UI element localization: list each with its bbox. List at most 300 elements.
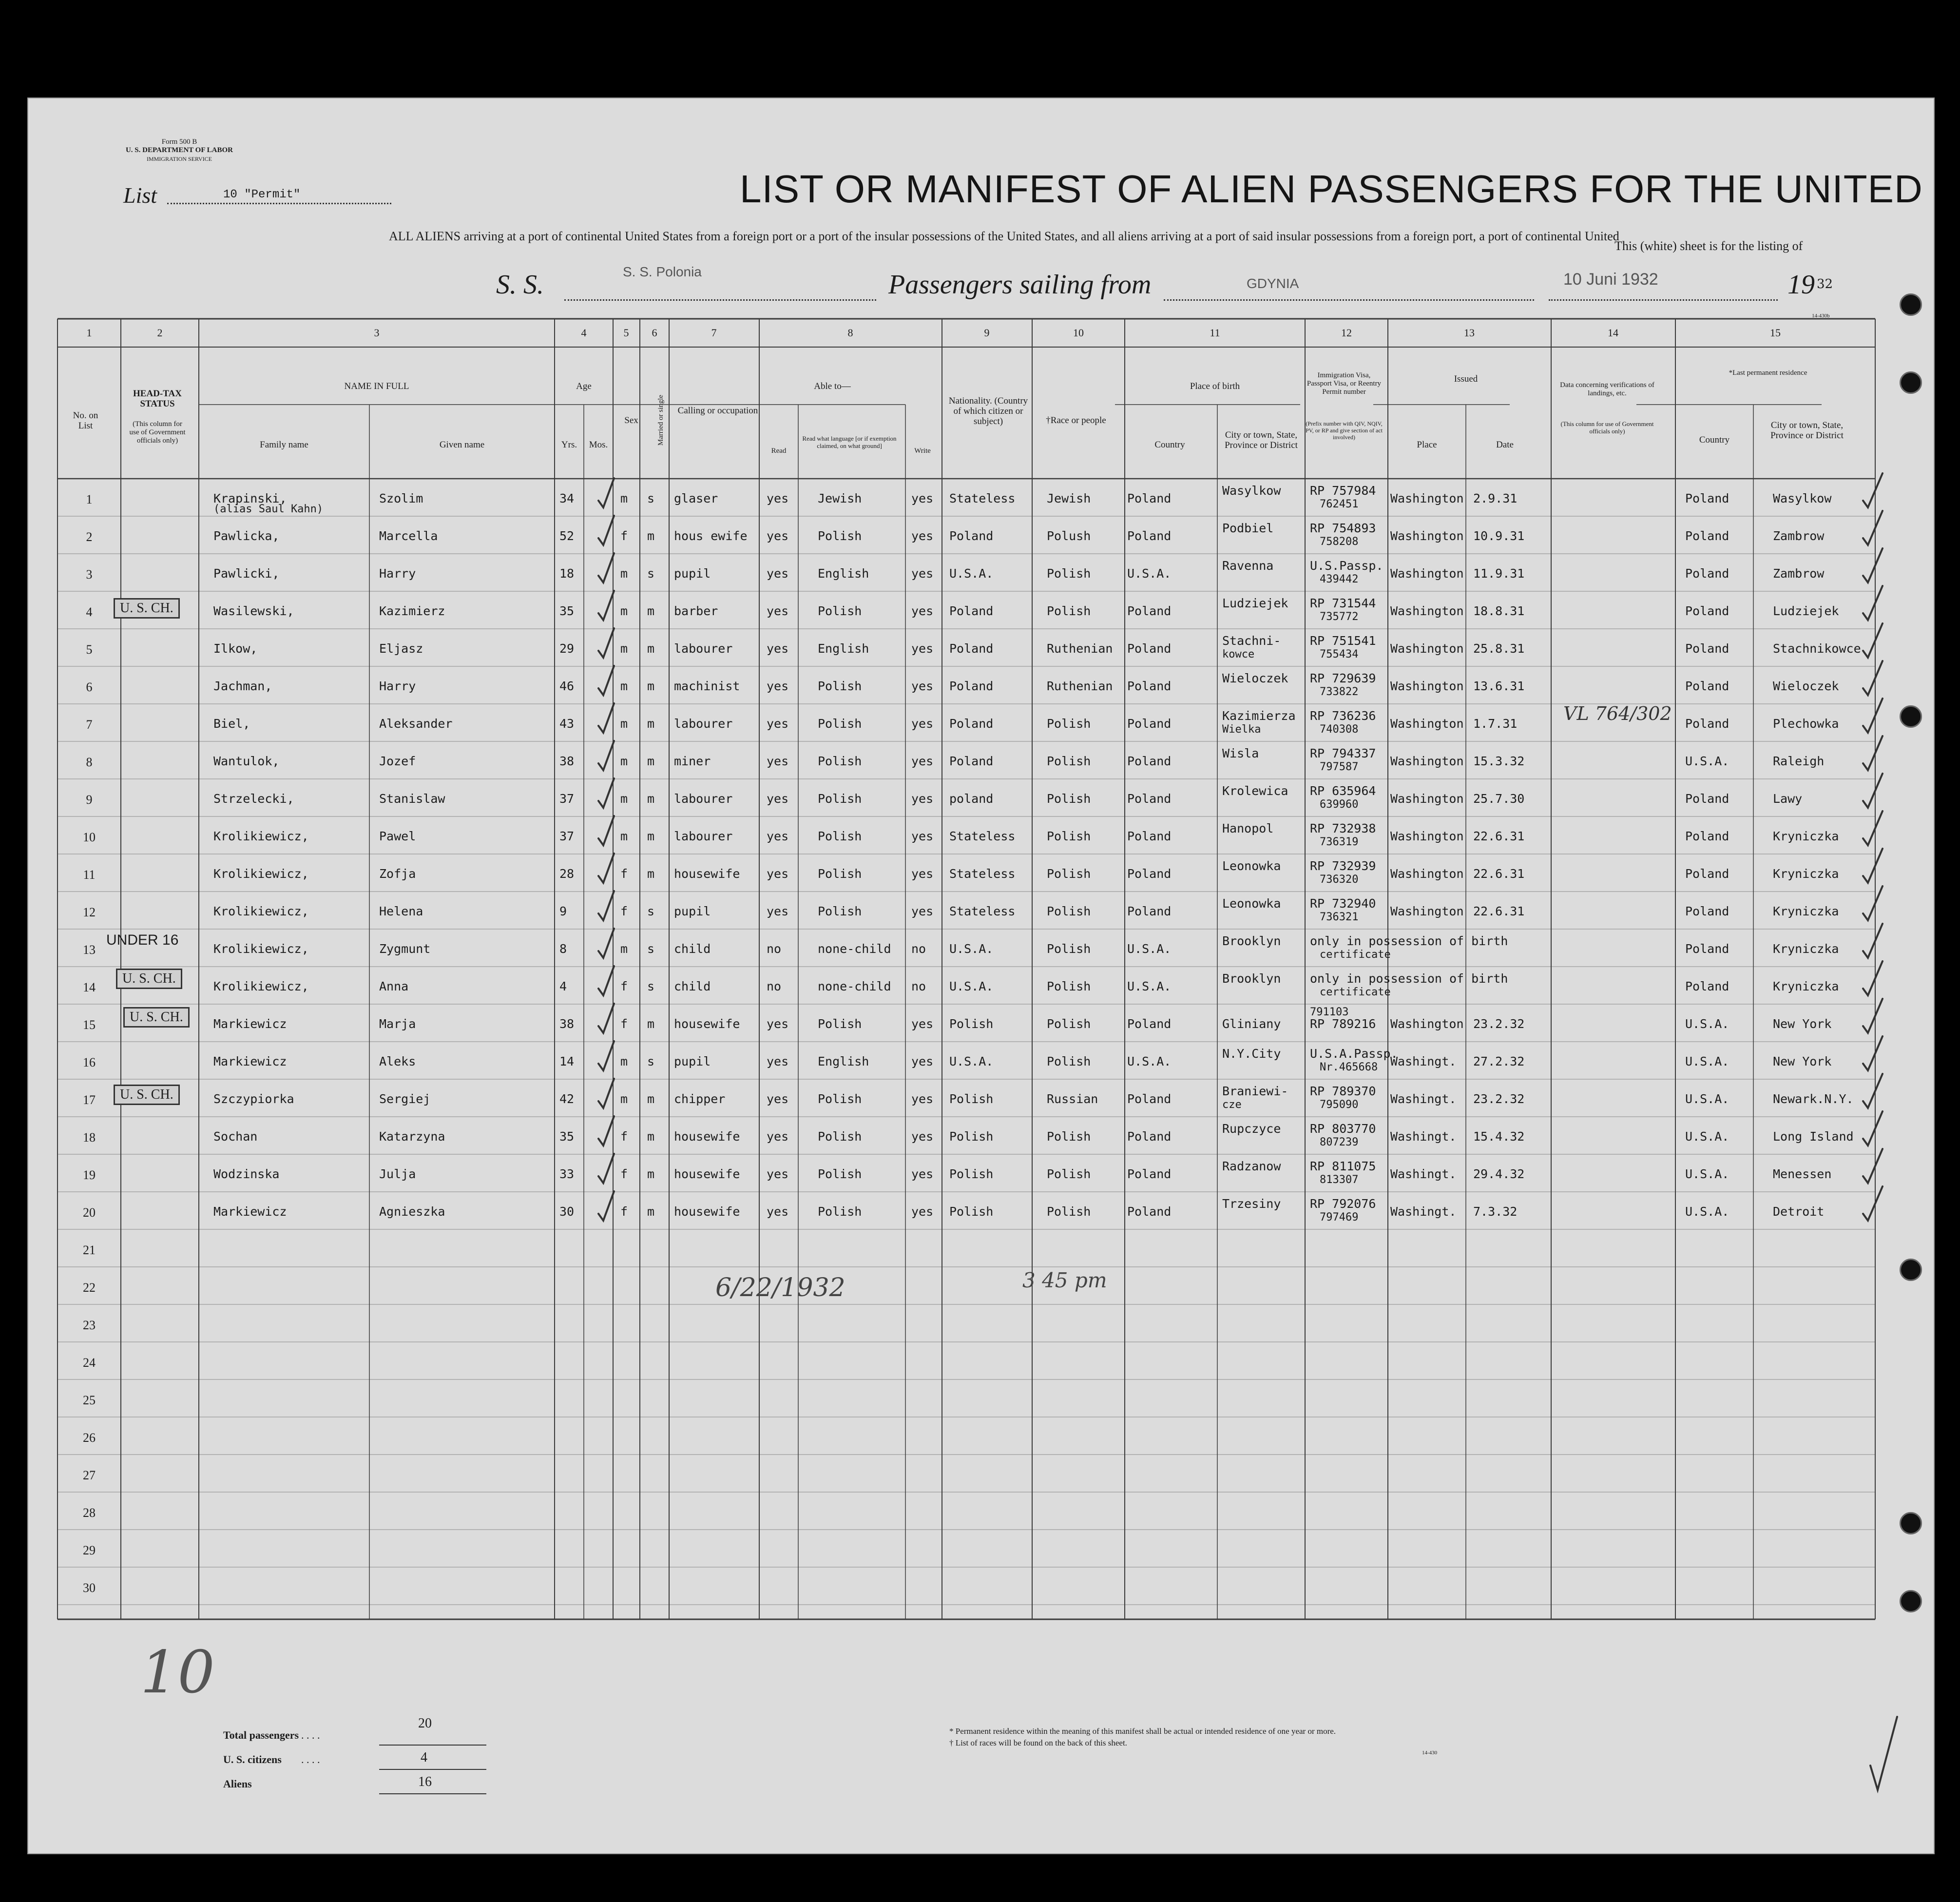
birth-city: Braniewi- <box>1222 1084 1288 1098</box>
check-mark <box>1863 1074 1883 1108</box>
race: Polish <box>1047 1167 1091 1181</box>
nationality: Polish <box>949 1167 994 1181</box>
row-number: 14 <box>83 980 96 994</box>
can-write: no <box>911 942 926 956</box>
visa-number: only in possession of birth <box>1310 934 1508 948</box>
header-nationality: Nationality. (Country of which citizen or subject) <box>948 396 1028 427</box>
issued-date: 1.7.31 <box>1473 717 1518 731</box>
column-number: 2 <box>157 327 163 339</box>
read-language: Polish <box>818 1092 862 1106</box>
header-last-residence: *Last permanent residence <box>1729 369 1807 377</box>
year-suffix: 32 <box>1817 277 1833 291</box>
issued-place: Washington <box>1390 904 1464 918</box>
corner-code: 14-430b <box>1812 313 1830 319</box>
residence-city: Wasylkow <box>1773 491 1832 505</box>
can-write: yes <box>911 604 934 618</box>
can-read: yes <box>767 1167 789 1181</box>
ss-value: S. S. Polonia <box>623 264 702 279</box>
check-mark <box>1863 736 1883 770</box>
race: Polish <box>1047 1017 1091 1031</box>
issued-date: 22.6.31 <box>1473 829 1525 843</box>
check-mark <box>1863 811 1883 845</box>
birth-country: Poland <box>1127 679 1172 693</box>
residence-country: Poland <box>1685 717 1729 731</box>
check-mark <box>1863 623 1883 658</box>
nationality: Poland <box>949 604 994 618</box>
residence-city: Ludziejek <box>1773 604 1839 618</box>
header-visa: Immigration Visa, Passport Visa, or Reentry Permit number <box>1307 371 1382 396</box>
issued-place: Washingt. <box>1390 1054 1457 1068</box>
occupation: hous ewife <box>674 529 748 543</box>
check-mark <box>1863 1149 1883 1183</box>
check-mark <box>598 1079 614 1108</box>
age-years: 35 <box>559 1129 575 1144</box>
manifest-sheet <box>27 97 1935 1854</box>
sex: m <box>620 491 628 505</box>
can-write: yes <box>911 904 934 918</box>
residence-city: Kryniczka <box>1773 867 1839 881</box>
row-number: 8 <box>86 755 93 769</box>
birth-country: Poland <box>1127 1017 1172 1031</box>
header-issued-date: Date <box>1496 440 1514 450</box>
age-years: 29 <box>559 641 575 656</box>
given-name: Stanislaw <box>379 792 445 806</box>
nationality: Poland <box>949 754 994 768</box>
check-mark <box>1863 849 1883 883</box>
row-number: 19 <box>83 1168 96 1182</box>
visa-number-2: 797587 <box>1320 761 1359 773</box>
row-number: 16 <box>83 1055 96 1069</box>
issued-date: 22.6.31 <box>1473 904 1525 918</box>
occupation: housewife <box>674 1167 740 1181</box>
visa-number-2: 797469 <box>1320 1211 1359 1223</box>
header-age: Age <box>576 381 592 391</box>
read-language: Polish <box>818 604 862 618</box>
can-write: yes <box>911 1129 934 1144</box>
race: Polish <box>1047 566 1091 581</box>
check-mark <box>1863 548 1883 582</box>
occupation: machinist <box>674 679 740 693</box>
race: Polish <box>1047 867 1091 881</box>
residence-city: Zambrow <box>1773 566 1825 581</box>
issued-place: Washingt. <box>1390 1204 1457 1219</box>
nationality: Stateless <box>949 867 1016 881</box>
visa-number-2: certificate <box>1320 986 1391 998</box>
occupation: miner <box>674 754 711 768</box>
residence-country: Poland <box>1685 604 1729 618</box>
issued-date: 23.2.32 <box>1473 1017 1525 1031</box>
can-write: yes <box>911 792 934 806</box>
can-read: no <box>767 979 782 993</box>
family-name: Pawlicka, <box>213 529 280 543</box>
us-citizens-value: 4 <box>421 1750 427 1765</box>
given-name: Szolim <box>379 491 423 505</box>
issued-date: 25.8.31 <box>1473 641 1525 656</box>
header-birth-country: Country <box>1154 440 1185 450</box>
age-years: 33 <box>559 1167 575 1181</box>
row-number: 20 <box>83 1205 96 1220</box>
race: Polish <box>1047 604 1091 618</box>
family-name: Krolikiewicz, <box>213 979 309 993</box>
race: Ruthenian <box>1047 641 1113 656</box>
family-name: Markiewicz <box>213 1017 287 1031</box>
row-number: 4 <box>86 605 93 619</box>
visa-number-2: 736320 <box>1320 873 1359 886</box>
occupation: pupil <box>674 1054 711 1068</box>
issued-place: Washington <box>1390 529 1464 543</box>
occupation: labourer <box>674 717 733 731</box>
residence-country: Poland <box>1685 641 1729 656</box>
check-mark <box>1863 473 1883 507</box>
nationality: Polish <box>949 1092 994 1106</box>
birth-city: Hanopol <box>1222 821 1274 835</box>
visa-number: RP 757984 <box>1310 484 1376 498</box>
marital-status: s <box>647 979 655 993</box>
residence-country: Poland <box>1685 792 1729 806</box>
visa-number-2: 813307 <box>1320 1174 1359 1186</box>
column-number: 8 <box>847 327 853 339</box>
visa-number: RP 803770 <box>1310 1122 1376 1136</box>
manifest-title: LIST OR MANIFEST OF ALIEN PASSENGERS FOR THE UNITED <box>740 167 1923 211</box>
check-mark <box>598 891 614 920</box>
check-mark <box>598 666 614 695</box>
visa-number-2: 736319 <box>1320 836 1359 848</box>
issued-place: Washingt. <box>1390 1167 1457 1181</box>
nationality: Poland <box>949 529 994 543</box>
can-read: yes <box>767 829 789 843</box>
nationality: U.S.A. <box>949 979 994 993</box>
residence-country: Poland <box>1685 491 1729 505</box>
age-years: 4 <box>559 979 567 993</box>
given-name: Kazimierz <box>379 604 445 618</box>
row-number: 30 <box>83 1581 96 1595</box>
check-mark <box>598 816 614 845</box>
column-number: 14 <box>1608 327 1618 339</box>
can-write: yes <box>911 867 934 881</box>
nationality: Stateless <box>949 829 1016 843</box>
occupation: barber <box>674 604 718 618</box>
age-years: 35 <box>559 604 575 618</box>
visa-number: RP 732939 <box>1310 859 1376 873</box>
birth-city-2: Wielka <box>1222 723 1261 736</box>
occupation: child <box>674 979 711 993</box>
sex: m <box>620 1054 628 1068</box>
visa-number: RP 792076 <box>1310 1197 1376 1211</box>
sex: m <box>620 792 628 806</box>
marital-status: s <box>647 904 655 918</box>
read-language: Polish <box>818 529 862 543</box>
family-name: Krolikiewicz, <box>213 867 309 881</box>
sex: m <box>620 1092 628 1106</box>
read-language: Polish <box>818 1167 862 1181</box>
read-language: none-child <box>818 979 891 993</box>
can-write: yes <box>911 1017 934 1031</box>
residence-country: U.S.A. <box>1685 1054 1729 1068</box>
visa-number: RP 736236 <box>1310 709 1376 723</box>
given-name: Eljasz <box>379 641 423 656</box>
footnote-code: 14-430 <box>1422 1750 1438 1756</box>
row-number: 29 <box>83 1543 96 1557</box>
check-mark <box>598 591 614 620</box>
residence-city: Menessen <box>1773 1167 1832 1181</box>
issued-place: Washington <box>1390 604 1464 618</box>
age-years: 34 <box>559 491 575 505</box>
check-mark <box>598 628 614 658</box>
birth-country: Poland <box>1127 1129 1172 1144</box>
birth-city: Leonowka <box>1222 896 1281 911</box>
check-mark <box>1863 1036 1883 1070</box>
column-number: 6 <box>652 327 657 339</box>
footnote-races: † List of races will be found on the back of this sheet. <box>949 1738 1127 1747</box>
family-name: Wasilewski, <box>213 604 294 618</box>
given-name: Aleks <box>379 1054 416 1068</box>
total-passengers-label: Total passengers <box>223 1729 299 1741</box>
birth-city-2: cze <box>1222 1099 1242 1111</box>
total-dots: . . . . <box>301 1729 320 1741</box>
residence-country: U.S.A. <box>1685 1092 1729 1106</box>
visa-number-2: 762451 <box>1320 498 1359 510</box>
citizens-dots: . . . . <box>301 1753 320 1766</box>
race: Polish <box>1047 1054 1091 1068</box>
total-passengers-value: 20 <box>418 1716 432 1731</box>
visa-number: RP 751541 <box>1310 634 1376 648</box>
issued-place: Washington <box>1390 641 1464 656</box>
can-write: yes <box>911 717 934 731</box>
residence-city: Stachnikowce <box>1773 641 1861 656</box>
row-number: 11 <box>83 868 96 882</box>
can-read: yes <box>767 1129 789 1144</box>
race: Jewish <box>1047 491 1091 505</box>
birth-country: Poland <box>1127 717 1172 731</box>
can-read: yes <box>767 754 789 768</box>
row-number: 15 <box>83 1018 96 1032</box>
row-number: 28 <box>83 1506 96 1520</box>
family-name-alias: (alias Saul Kahn) <box>213 503 324 515</box>
residence-city: New York <box>1773 1054 1832 1068</box>
sex: f <box>620 1129 628 1144</box>
residence-city: Lawy <box>1773 792 1803 806</box>
inspection-time: 3 45 pm <box>1022 1268 1107 1292</box>
check-mark <box>598 1191 614 1221</box>
residence-country: Poland <box>1685 867 1729 881</box>
row-number: 27 <box>83 1468 96 1482</box>
visa-number: only in possession of birth <box>1310 971 1508 986</box>
race: Polish <box>1047 1129 1091 1144</box>
visa-number: U.S.A.Passp. <box>1310 1047 1398 1061</box>
residence-country: U.S.A. <box>1685 1204 1729 1219</box>
residence-city: Wieloczek <box>1773 679 1839 693</box>
can-read: yes <box>767 604 789 618</box>
marital-status: m <box>647 792 655 806</box>
given-name: Marja <box>379 1017 416 1031</box>
marital-status: m <box>647 641 655 656</box>
residence-city: Kryniczka <box>1773 979 1839 993</box>
birth-city-2: kowce <box>1222 648 1255 660</box>
aliens-label: Aliens <box>223 1778 252 1790</box>
sex: m <box>620 829 628 843</box>
family-name: Strzelecki, <box>213 792 294 806</box>
read-language: Polish <box>818 754 862 768</box>
birth-city: Ludziejek <box>1222 596 1288 610</box>
year-prefix: 19 <box>1787 270 1815 300</box>
check-mark <box>598 478 614 507</box>
row-number: 13 <box>83 943 96 957</box>
issued-date: 18.8.31 <box>1473 604 1525 618</box>
row-number: 3 <box>86 567 93 582</box>
sex: f <box>620 1017 628 1031</box>
us-citizen-stamp: U. S. CH. <box>116 969 182 989</box>
marital-status: s <box>647 491 655 505</box>
sex: m <box>620 641 628 656</box>
age-years: 52 <box>559 529 575 543</box>
can-read: yes <box>767 717 789 731</box>
inspection-date: 6/22/1932 <box>715 1273 845 1302</box>
residence-city: Zambrow <box>1773 529 1825 543</box>
residence-country: Poland <box>1685 679 1729 693</box>
row-number: 9 <box>86 793 93 807</box>
age-years: 37 <box>559 829 575 843</box>
nationality: Stateless <box>949 491 1016 505</box>
residence-country: U.S.A. <box>1685 1129 1729 1144</box>
age-years: 46 <box>559 679 575 693</box>
race: Polish <box>1047 904 1091 918</box>
column-number: 5 <box>623 327 629 339</box>
visa-number-2: 439442 <box>1320 573 1359 585</box>
row-number: 6 <box>86 680 93 694</box>
read-language: Polish <box>818 1204 862 1219</box>
list-label: List <box>123 183 157 208</box>
family-name: Markiewicz <box>213 1054 287 1068</box>
residence-country: Poland <box>1685 566 1729 581</box>
can-write: yes <box>911 1167 934 1181</box>
residence-city: Kryniczka <box>1773 829 1839 843</box>
visa-number-2: 736321 <box>1320 911 1359 923</box>
visa-number: RP 729639 <box>1310 671 1376 685</box>
visa-number-2: 755434 <box>1320 648 1359 660</box>
row-number: 5 <box>86 642 93 657</box>
marital-status: m <box>647 1167 655 1181</box>
race: Polish <box>1047 717 1091 731</box>
read-language: Polish <box>818 717 862 731</box>
birth-city: Gliniany <box>1222 1017 1281 1031</box>
read-language: English <box>818 566 869 581</box>
visa-number: RP 754893 <box>1310 521 1376 535</box>
residence-city: Kryniczka <box>1773 942 1839 956</box>
birth-city: Ravenna <box>1222 559 1274 573</box>
list-value: 10 "Permit" <box>223 188 301 201</box>
issued-place: Washingt. <box>1390 1129 1457 1144</box>
birth-city: Wisla <box>1222 746 1259 760</box>
header-family-name: Family name <box>260 440 308 450</box>
visa-number: RP 794337 <box>1310 746 1376 760</box>
family-name: Krolikiewicz, <box>213 942 309 956</box>
read-language: English <box>818 1054 869 1068</box>
visa-number-2: 735772 <box>1320 611 1359 623</box>
race: Polish <box>1047 1204 1091 1219</box>
issued-date: 23.2.32 <box>1473 1092 1525 1106</box>
age-years: 8 <box>559 942 567 956</box>
row-number: 1 <box>86 492 93 506</box>
visa-number: RP 732938 <box>1310 821 1376 835</box>
sex: f <box>620 867 628 881</box>
row-number: 2 <box>86 530 93 544</box>
occupation: labourer <box>674 829 733 843</box>
race: Polish <box>1047 754 1091 768</box>
check-mark <box>1863 699 1883 733</box>
can-write: yes <box>911 754 934 768</box>
header-able-to: Able to— <box>814 381 851 391</box>
header-head-tax: HEAD-TAX STATUS <box>133 388 182 409</box>
sailing-value: GDYNIA <box>1247 276 1299 291</box>
sex: m <box>620 566 628 581</box>
occupation: labourer <box>674 641 733 656</box>
column-number: 9 <box>984 327 990 339</box>
age-years: 38 <box>559 1017 575 1031</box>
us-citizen-stamp: U. S. CH. <box>114 598 180 619</box>
issued-date: 27.2.32 <box>1473 1054 1525 1068</box>
can-read: yes <box>767 1092 789 1106</box>
birth-city: Brooklyn <box>1222 934 1281 948</box>
can-write: yes <box>911 1204 934 1219</box>
header-verifications: Data concerning verifications of landings, etc. <box>1560 381 1654 397</box>
header-calling: Calling or occupation <box>677 406 758 416</box>
occupation: glaser <box>674 491 718 505</box>
birth-country: Poland <box>1127 792 1172 806</box>
read-language: Polish <box>818 679 862 693</box>
age-years: 43 <box>559 717 575 731</box>
nationality: Polish <box>949 1017 994 1031</box>
race: Polish <box>1047 942 1091 956</box>
can-read: yes <box>767 679 789 693</box>
check-mark <box>598 966 614 995</box>
birth-country: Poland <box>1127 529 1172 543</box>
race: Polish <box>1047 829 1091 843</box>
age-years: 30 <box>559 1204 575 1219</box>
column-number: 1 <box>86 327 92 339</box>
can-read: yes <box>767 904 789 918</box>
sex: m <box>620 604 628 618</box>
header-name-in-full: NAME IN FULL <box>344 381 409 391</box>
given-name: Helena <box>379 904 423 918</box>
ss-label: S. S. <box>496 270 544 300</box>
us-citizen-stamp: U. S. CH. <box>123 1007 190 1028</box>
residence-country: Poland <box>1685 979 1729 993</box>
marital-status: m <box>647 1017 655 1031</box>
given-name: Sergiej <box>379 1092 431 1106</box>
birth-city: Wasylkow <box>1222 484 1281 498</box>
check-mark <box>1863 1111 1883 1145</box>
header-verifications-note: (This column for use of Government officials only) <box>1560 420 1654 435</box>
residence-city: Long Island <box>1773 1129 1854 1144</box>
header-visa-note: (Prefix number with QIV, NQIV, PV, or RP and give section of act involved) <box>1306 420 1383 441</box>
column-number: 11 <box>1210 327 1220 339</box>
row-number: 23 <box>83 1318 96 1332</box>
visa-number: RP 732940 <box>1310 896 1376 911</box>
birth-country: Poland <box>1127 904 1172 918</box>
header-sex: Sex <box>624 415 638 426</box>
sex: m <box>620 754 628 768</box>
can-write: yes <box>911 679 934 693</box>
row-number: 7 <box>86 718 93 732</box>
residence-city: Kryniczka <box>1773 904 1839 918</box>
row-number: 18 <box>83 1130 96 1145</box>
family-name: Krapinski, <box>213 491 287 505</box>
visa-number: RP 789370 <box>1310 1084 1376 1098</box>
sex: m <box>620 942 628 956</box>
birth-city: Brooklyn <box>1222 971 1281 986</box>
occupation: labourer <box>674 792 733 806</box>
age-years: 9 <box>559 904 567 918</box>
